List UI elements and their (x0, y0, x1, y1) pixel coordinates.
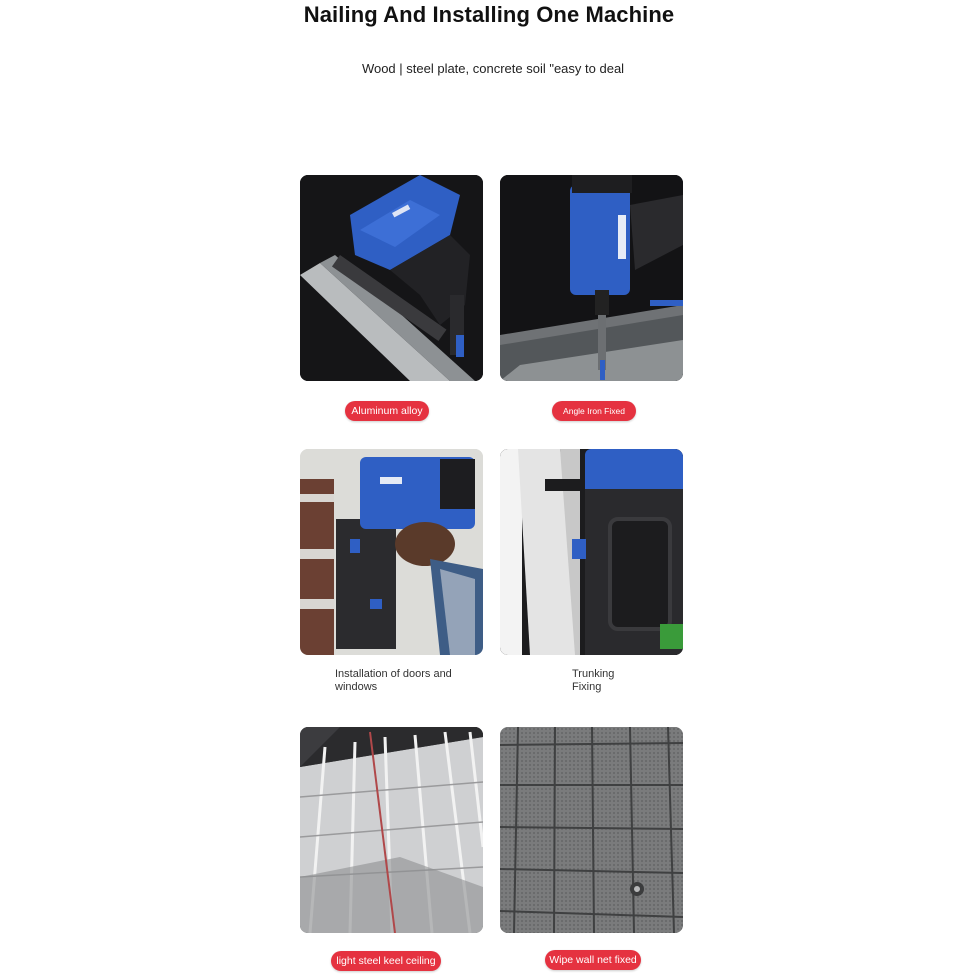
nail-gun-window-illustration (300, 449, 483, 655)
caption-trunking (572, 668, 652, 694)
caption-line-1: Trunking (572, 668, 615, 680)
page-title: Nailing And Installing One Machine (303, 2, 675, 27)
label-aluminum-alloy: Aluminum alloy (345, 401, 429, 421)
image-angle-iron (500, 175, 683, 381)
nail-gun-trunking-illustration (500, 449, 683, 655)
nail-gun-aluminum-illustration (300, 175, 483, 381)
image-steel-keel-ceiling (300, 727, 483, 933)
wall-mesh-illustration (500, 727, 683, 933)
page-subtitle: Wood | steel plate, concrete soil "easy to deal (361, 61, 625, 76)
nail-gun-angle-iron-illustration (500, 175, 683, 381)
caption-line-2: Fixing (572, 681, 602, 693)
caption-line-2: windows (335, 681, 378, 693)
image-aluminum-alloy (300, 175, 483, 381)
label-angle-iron-fixed: Angle Iron Fixed (552, 401, 636, 421)
image-wall-net (500, 727, 683, 933)
label-wipe-wall-net-fixed: Wipe wall net fixed (545, 950, 641, 970)
image-trunking (500, 449, 683, 655)
caption-doors-windows (335, 668, 485, 694)
ceiling-grid-illustration (300, 727, 483, 933)
label-light-steel-keel-ceiling: light steel keel ceiling (331, 951, 441, 971)
caption-line-1: Installation of doors and (335, 668, 452, 680)
image-doors-windows (300, 449, 483, 655)
